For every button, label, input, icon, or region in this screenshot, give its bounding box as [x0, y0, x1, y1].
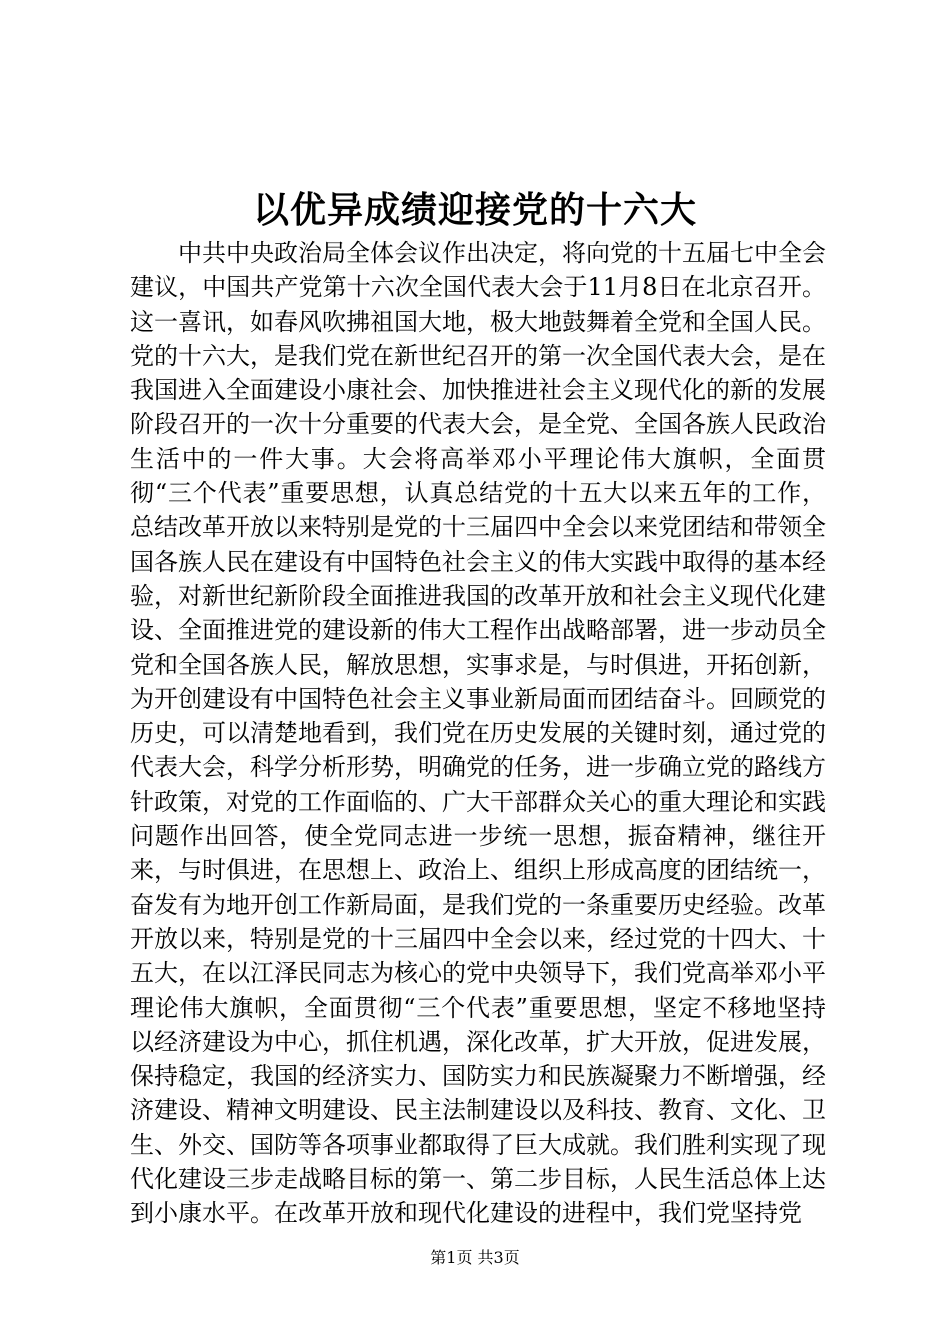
- document-body-paragraph: 中共中央政治局全体会议作出决定，将向党的十五届七中全会建议，中国共产党第十六次全国代表大会于11月8日在北京召开。这一喜讯，如春风吹拂祖国大地，极大地鼓舞着全党和全国人民。党的十六大，是我们党在新世纪召开的第一次全国代表大会，是在我国进入全面建设小康社会、加快推进社会主义现代化的新的发展阶段召开的一次十分重要的代表大会，是全党、全国各族人民政治生活中的一件大事。大会将高举邓小平理论伟大旗帜，全面贯彻“三个代表”重要思想，认真总结党的十五大以来五年的工作，总结改革开放以来特别是党的十三届四中全会以来党团结和带领全国各族人民在建设有中国特色社会主义的伟大实践中取得的基本经验，对新世纪新阶段全面推进我国的改革开放和社会主义现代化建设、全面推进党的建设新的伟大工程作出战略部署，进一步动员全党和全国各族人民，解放思想，实事求是，与时俱进，开拓创新，为开创建设有中国特色社会主义事业新局面而团结奋斗。回顾党的历史，可以清楚地看到，我们党在历史发展的关键时刻，通过党的代表大会，科学分析形势，明确党的任务，进一步确立党的路线方针政策，对党的工作面临的、广大干部群众关心的重大理论和实践问题作出回答，使全党同志进一步统一思想，振奋精神，继往开来，与时俱进，在思想上、政治上、组织上形成高度的团结统一，奋发有为地开创工作新局面，是我们党的一条重要历史经验。改革开放以来，特别是党的十三届四中全会以来，经过党的十四大、十五大，在以江泽民同志为核心的党中央领导下，我们党高举邓小平理论伟大旗帜，全面贯彻“三个代表”重要思想，坚定不移地坚持以经济建设为中心，抓住机遇，深化改革，扩大开放，促进发展，保持稳定，我国的经济实力、国防实力和民族凝聚力不断增强，经济建设、精神文明建设、民主法制建设以及科技、教育、文化、卫生、外交、国防等各项事业都取得了巨大成就。我们胜利实现了现代化建设三步走战略目标的第一、第二步目标，人民生活总体上达到小康水平。在改革开放和现代化建设的进程中，我们党坚持党: [130, 239, 826, 1228]
- page-footer-indicator: 第1页 共3页: [430, 1248, 520, 1267]
- document-title: 以优异成绩迎接党的十六大: [252, 189, 697, 231]
